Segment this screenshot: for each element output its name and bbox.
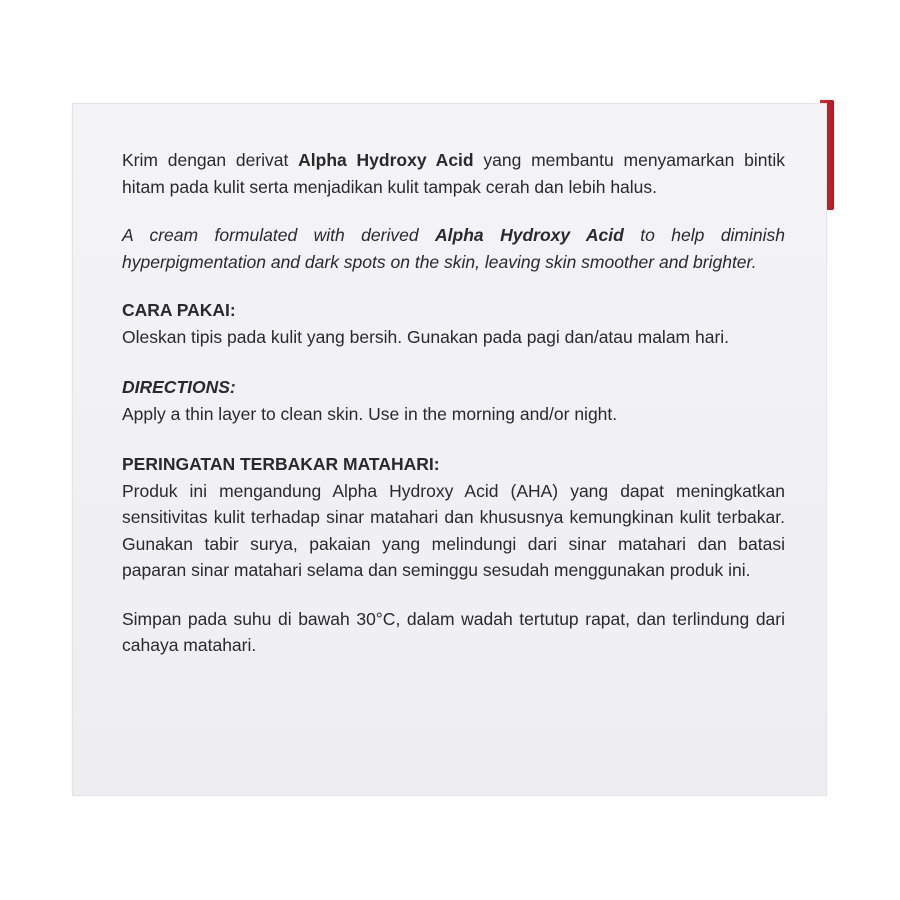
label-text [122, 147, 785, 659]
ingredient-highlight-id: Alpha Hydroxy Acid [298, 150, 474, 170]
directions-body: Apply a thin layer to clean skin. Use in the morning and/or night. [122, 403, 618, 424]
directions-heading: DIRECTIONS: [122, 377, 236, 397]
description-english: A cream formulated with derived Alpha Hydroxy Acid to help diminish hyperpigmentation and dark spots on the skin, leaving skin smoother and brighter. [122, 225, 786, 272]
warning-body: Produk ini mengandung Alpha Hydroxy Acid (AHA) yang dapat meningkatkan sensitivitas kulit terhadap sinar matahari dan khususnya kemungkinan kulit terbakar. Gunakan tabir surya, pakaian yang melindungi dari sinar matahari dan batasi paparan sinar matahari selama dan seminggu sesudah menggunakan produk ini. [122, 480, 785, 580]
ingredient-highlight-en: Alpha Hydroxy Acid [435, 225, 624, 245]
storage-instructions: Simpan pada suhu di bawah 30°C, dalam wadah tertutup rapat, dan terlindung dari cahaya matahari. [122, 608, 785, 655]
label-panel [72, 103, 827, 796]
cara-pakai-body: Oleskan tipis pada kulit yang bersih. Gunakan pada pagi dan/atau malam hari. [122, 326, 730, 347]
description-indonesian: Krim dengan derivat Alpha Hydroxy Acid yang membantu menyamarkan bintik hitam pada kulit serta menjadikan kulit tampak cerah dan lebih halus. [122, 150, 786, 197]
cara-pakai-heading: CARA PAKAI: [122, 300, 236, 320]
warning-heading: PERINGATAN TERBAKAR MATAHARI: [122, 454, 440, 474]
